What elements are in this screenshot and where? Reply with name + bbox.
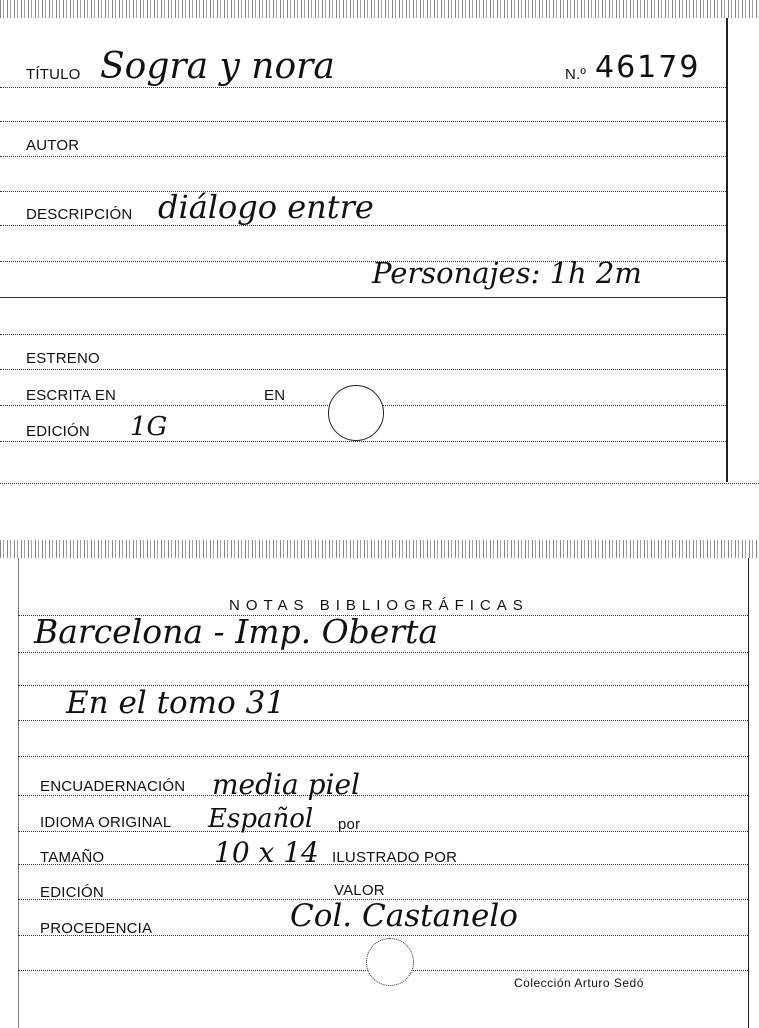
- punch-hole: [366, 938, 414, 986]
- descripcion-value: diálogo entre: [158, 188, 374, 226]
- card-left-border: [18, 558, 19, 1028]
- idioma-original-value: Español: [208, 804, 314, 834]
- punch-hole: [328, 385, 384, 441]
- rule: [0, 121, 726, 122]
- catalog-card-front: [0, 0, 759, 495]
- nota-2-value: En el tomo 31: [66, 685, 286, 721]
- autor-rule: [0, 156, 726, 157]
- rule: [0, 297, 726, 298]
- encuadernacion-rule: [18, 795, 748, 796]
- personajes-value: Personajes: 1h 2m: [372, 256, 642, 290]
- estreno-rule: [0, 369, 726, 370]
- ilustrado-por-label: ILUSTRADO POR: [332, 849, 458, 866]
- card-right-border: [726, 18, 728, 482]
- titulo-rule: [0, 87, 726, 88]
- card-bottom-edge: [0, 483, 759, 484]
- tamano-label: TAMAÑO: [40, 849, 105, 866]
- titulo-label: TÍTULO: [26, 66, 81, 83]
- valor-label: VALOR: [334, 882, 385, 899]
- collection-credit: Colección Arturo Sedó: [514, 976, 644, 990]
- estreno-label: ESTRENO: [26, 350, 100, 367]
- encuadernacion-value: media piel: [212, 768, 360, 801]
- numero-label: N.º: [565, 66, 587, 83]
- notas-heading: NOTAS BIBLIOGRÁFICAS: [229, 597, 529, 614]
- numero-value: 46179: [595, 50, 701, 85]
- tamano-value: 10 x 14: [214, 836, 319, 869]
- por-label: por: [338, 816, 361, 833]
- edicion-label: EDICIÓN: [26, 423, 90, 440]
- encuadernacion-label: ENCUADERNACIÓN: [40, 778, 186, 795]
- rule: [18, 756, 748, 757]
- escrita-en-label: ESCRITA EN: [26, 387, 117, 404]
- idioma-rule: [18, 831, 748, 832]
- edicion-value: 1G: [130, 412, 168, 442]
- nota-1-value: Barcelona - Imp. Oberta: [34, 612, 439, 651]
- edicion-rule: [0, 441, 726, 442]
- titulo-value: Sogra y nora: [100, 46, 335, 87]
- card-right-border: [748, 558, 749, 1028]
- edicion-label: EDICIÓN: [40, 884, 104, 901]
- descripcion-label: DESCRIPCIÓN: [26, 206, 133, 223]
- nota-rule: [18, 652, 748, 653]
- scan-edge-noise: [0, 540, 759, 558]
- rule: [0, 334, 726, 335]
- procedencia-value: Col. Castanelo: [290, 898, 518, 934]
- procedencia-label: PROCEDENCIA: [40, 920, 153, 937]
- scan-edge-noise: [0, 0, 759, 18]
- en-label: EN: [264, 387, 286, 404]
- catalog-card-back: [0, 540, 759, 1028]
- autor-label: AUTOR: [26, 137, 80, 154]
- idioma-original-label: IDIOMA ORIGINAL: [40, 814, 172, 831]
